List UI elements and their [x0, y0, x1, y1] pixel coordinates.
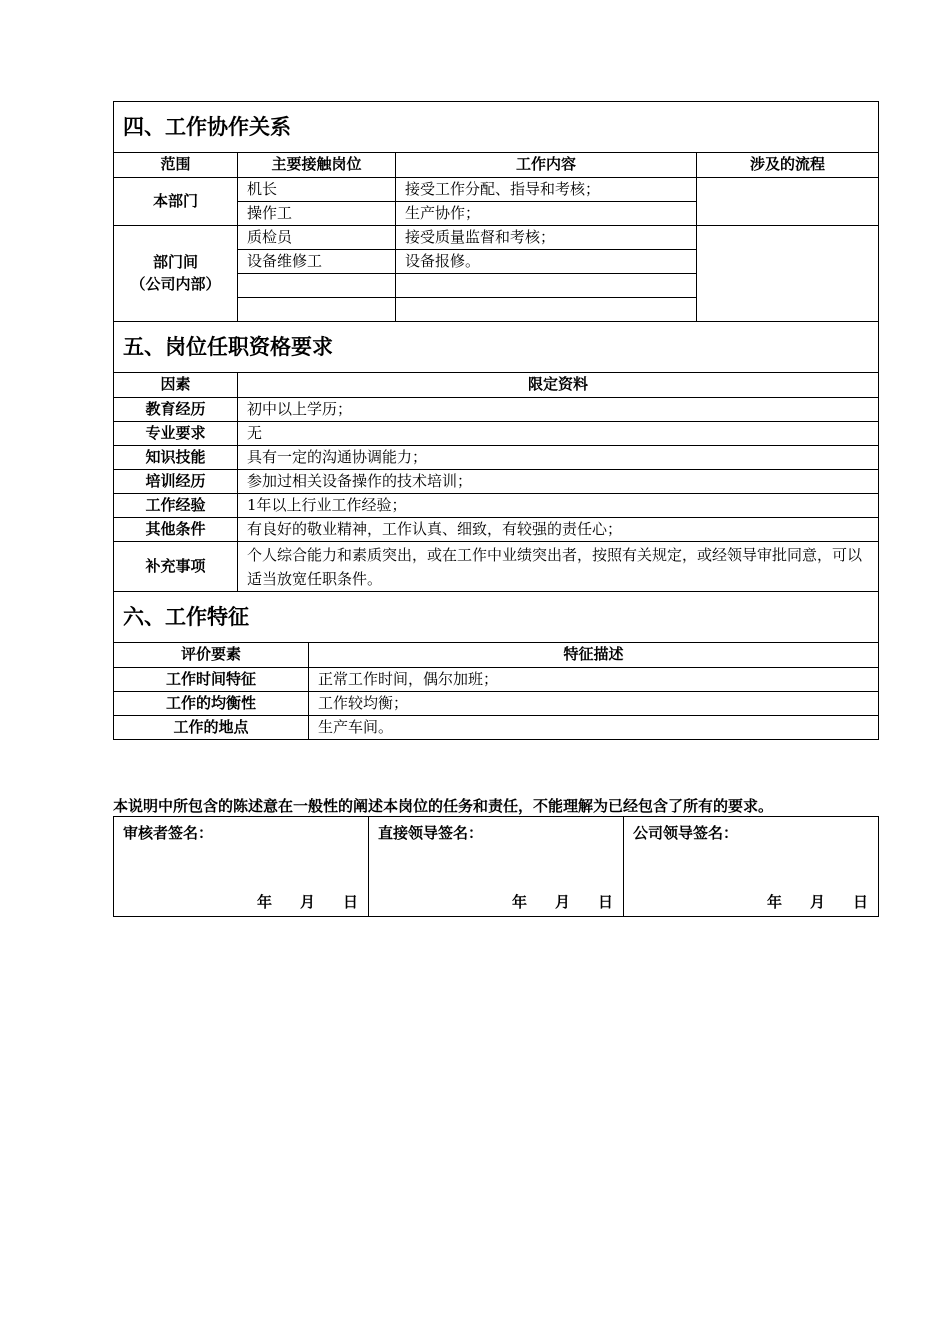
process-cell: [697, 226, 879, 322]
factor-label: 补充事项: [114, 542, 238, 592]
factor-label: 教育经历: [114, 398, 238, 422]
work-content: 设备报修。: [396, 250, 697, 274]
contact-position: 机长: [238, 178, 396, 202]
contact-position: 操作工: [238, 202, 396, 226]
factor-label: 知识技能: [114, 446, 238, 470]
factor-value: 无: [238, 422, 879, 446]
factor-label: 专业要求: [114, 422, 238, 446]
work-content: 接受工作分配、指导和考核；: [396, 178, 697, 202]
factor-value: 参加过相关设备操作的技术培训；: [238, 470, 879, 494]
signature-table: [113, 816, 879, 917]
characteristic-value: 生产车间。: [309, 716, 879, 740]
header-process: 涉及的流程: [697, 153, 879, 178]
disclaimer-note: 本说明中所包含的陈述意在一般性的阐述本岗位的任务和责任，不能理解为已经包含了所有的要求。: [113, 797, 774, 815]
factor-value: 有良好的敬业精神，工作认真、细致，有较强的责任心；: [238, 518, 879, 542]
signature-box-reviewer[interactable]: [114, 817, 369, 917]
signature-label: 公司领导签名：: [633, 824, 739, 842]
work-content: [396, 274, 697, 298]
factor-label: 培训经历: [114, 470, 238, 494]
signature-label: 直接领导签名：: [378, 824, 484, 842]
signature-date: 年 月 日: [511, 893, 613, 912]
characteristic-label: 工作的均衡性: [114, 692, 309, 716]
factor-value: 具有一定的沟通协调能力；: [238, 446, 879, 470]
factor-value: 初中以上学历；: [238, 398, 879, 422]
signature-box-direct-leader[interactable]: [369, 817, 624, 917]
signature-label: 审核者签名：: [123, 824, 214, 842]
header-evaluation-factor: 评价要素: [114, 643, 309, 668]
header-characteristic: 特征描述: [309, 643, 879, 668]
header-scope: 范围: [114, 153, 238, 178]
job-description-table: [113, 101, 879, 740]
signature-box-company-leader[interactable]: [624, 817, 879, 917]
factor-label: 工作经验: [114, 494, 238, 518]
header-contact-position: 主要接触岗位: [238, 153, 396, 178]
section-title-collaboration: 四、工作协作关系: [114, 102, 879, 153]
scope-cross-dept-label: 部门间: [152, 252, 198, 271]
process-cell: [697, 178, 879, 226]
work-content: 接受质量监督和考核；: [396, 226, 697, 250]
contact-position: 质检员: [238, 226, 396, 250]
work-content: 生产协作；: [396, 202, 697, 226]
signature-date: 年 月 日: [766, 893, 868, 912]
characteristic-label: 工作的地点: [114, 716, 309, 740]
scope-cross-dept-sublabel: （公司内部）: [130, 274, 221, 293]
header-work-content: 工作内容: [396, 153, 697, 178]
factor-value: 1年以上行业工作经验；: [238, 494, 879, 518]
characteristic-label: 工作时间特征: [114, 668, 309, 692]
section-title-work-characteristics: 六、工作特征: [114, 592, 879, 643]
characteristic-value: 工作较均衡；: [309, 692, 879, 716]
factor-label: 其他条件: [114, 518, 238, 542]
signature-date: 年 月 日: [256, 893, 358, 912]
header-factor: 因素: [114, 373, 238, 398]
contact-position: 设备维修工: [238, 250, 396, 274]
contact-position: [238, 298, 396, 322]
characteristic-value: 正常工作时间，偶尔加班；: [309, 668, 879, 692]
contact-position: [238, 274, 396, 298]
scope-cross-dept: [114, 226, 238, 322]
header-requirement: 限定资料: [238, 373, 879, 398]
factor-value: 个人综合能力和素质突出，或在工作中业绩突出者，按照有关规定，或经领导审批同意，可以适当放宽任职条件。: [238, 542, 879, 592]
work-content: [396, 298, 697, 322]
section-title-qualifications: 五、岗位任职资格要求: [114, 322, 879, 373]
scope-internal-dept: 本部门: [114, 178, 238, 226]
